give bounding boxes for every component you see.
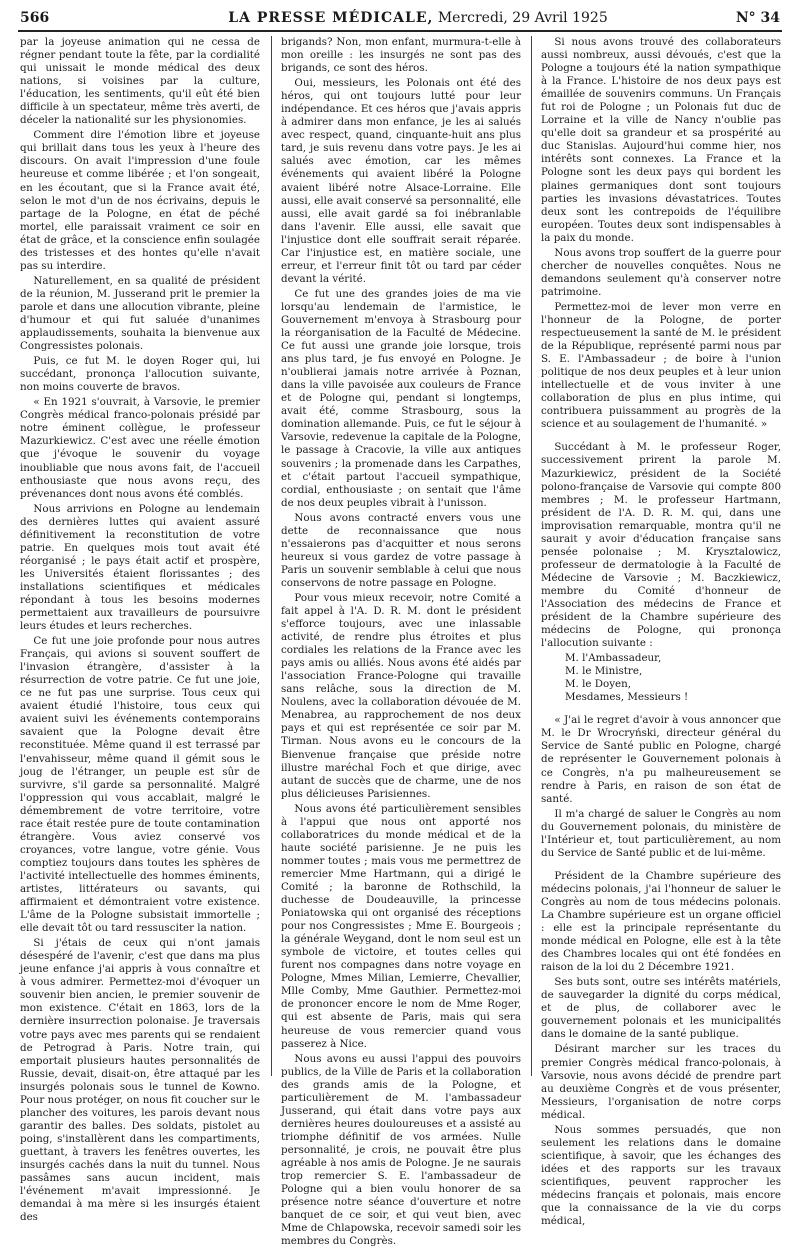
column-divider-2	[531, 36, 532, 1076]
paragraph: Désirant marcher sur les traces du premier Congrès médical franco-polonais, à Varsovie, nous avons décidé de prendre part au deuxième Congrès et de vous présenter, Messieurs, l'organisation de notre corps médical.	[541, 1043, 781, 1121]
paragraph: Nous avons eu aussi l'appui des pouvoirs publics, de la Ville de Paris et la collaboration des grands amis de la Pologne, et particulièrement de M. l'ambassadeur Jusserand, qui était dans votre pays aux dernières heures douloureuses et a assisté au triomphe définitif de vos armées. Nulle personnalité, je crois, ne pouvait être plus agréable à nos amis de Pologne. Je ne saurais trop remercier S. E. l'ambassadeur de Pologne qui a bien voulu honorer de sa présence notre séance d'ouverture et notre banquet de ce soir, et qui veut bien, avec Mme de Chlapowska, recevoir samedi soir les membres du Congrès.	[281, 1052, 521, 1248]
address-line: M. le Doyen,	[565, 678, 632, 691]
paragraph: Ses buts sont, outre ses intérêts matériels, de sauvegarder la dignité du corps médical, et de plus, de collaborer avec le gouvernement polonais et les municipalités dans le domaine de la santé publique.	[541, 976, 781, 1041]
paragraph: par la joyeuse animation qui ne cessa de régner pendant toute la fête, par la cordialité qui unissait le monde médical des deux nations, si voisines par la culture, l'éducation, les sentiments, qu'il eût été bien difficile à un spectateur, même très averti, de déceler la nationalité sur les physionomies.	[20, 36, 260, 127]
paragraph: Permettez-moi de lever mon verre en l'honneur de la Pologne, de porter respectueusement la santé de M. le président de la République, représenté parmi nous par S. E. l'Ambassadeur ; de boire à l'union politique de nos deux peuples et à leur union intellectuelle et de vous inviter à une collaboration de plus en plus intime, qui contribuera puissamment au progrès de la science et au soulagement de l'humanité. »	[541, 300, 781, 431]
paragraph: Comment dire l'émotion libre et joyeuse qui brillait dans tous les yeux à l'heure des discours. On avait l'impression d'une foule heureuse et comme libérée ; et l'on songeait, en les écoutant, que si la France avait été, selon le mot d'un de nos écrivains, depuis le partage de la Pologne, en état de péché mortel, elle paraissait vraiment ce soir en état de grâce, et la conscience enfin soulagée des tristesses et des hontes qu'elle n'avait pas su interdire.	[20, 129, 260, 272]
column-2	[281, 36, 521, 1248]
paragraph: « J'ai le regret d'avoir à vous annoncer que M. le Dr Wrocryński, directeur général du Service de Santé public en Pologne, chargé de représenter le Gouvernement polonais à ce Congrès, n'a pu malheureusement se rendre à Paris, en raison de son état de santé.	[541, 714, 781, 805]
paragraph: Président de la Chambre supérieure des médecins polonais, j'ai l'honneur de saluer le Congrès au nom de tous médecins polonais. La Chambre supérieure est un organe officiel : elle est la principale représentante du monde médical en Pologne, elle est à la tête des Chambres locales qui ont été fondées en raison de la loi du 2 Décembre 1921.	[541, 869, 781, 974]
address-line: M. l'Ambassadeur,	[565, 652, 662, 665]
paragraph: « En 1921 s'ouvrait, à Varsovie, le premier Congrès médical franco-polonais présidé par notre éminent collègue, le professeur Mazurkiewicz. C'est avec une réelle émotion que j'évoque le souvenir du voyage inoubliable que nous avons fait, de l'accueil enthousiaste que nous avons reçu, des prévenances dont nous avons été comblés.	[20, 396, 260, 500]
paragraph: Si nous avons trouvé des collaborateurs aussi nombreux, aussi dévoués, c'est que la Pologne a toujours été la nation sympathique à la France. L'histoire de nos deux pays est émaillée de souvenirs communs. Un Français fut roi de Pologne ; un Polonais fut duc de Lorraine et la ville de Nancy n'oublie pas qu'elle doit sa grandeur et sa prospérité au duc Stanislas. Aujourd'hui comme hier, nos intérêts sont connexes. La France et la Pologne sont les deux pays qui bordent les plaines germaniques dont sont toujours parties les invasions dévastatrices. Toutes deux sont les contrepoids de l'équilibre européen. Toutes deux sont indispensables à la paix du monde.	[541, 36, 781, 244]
paragraph: Oui, messieurs, les Polonais ont été des héros, qui ont toujours lutté pour leur indépendance. Et ces héros que j'avais appris à admirer dans mon enfance, je les ai salués avec respect, quand, cinquante-huit ans plus tard, je suis revenu dans votre pays. Je les ai salués avec émotion, car les mêmes événements qui avaient libéré la Pologne avaient libéré notre Alsace-Lorraine. Elle aussi, elle avait conservé sa personnalité, elle aussi, elle avait gardé sa foi inébranlable dans l'avenir. Elle aussi, elle savait que l'injustice dont elle souffrait serait réparée. Car l'injustice est, en matière sociale, une erreur, et l'erreur finit tôt ou tard par céder devant la vérité.	[281, 77, 521, 285]
paragraph: Ce fut une joie profonde pour nous autres Français, qui avions si souvent souffert de l'invasion étrangère, d'assister à la résurrection de votre patrie. Ce fut une joie, ce ne fut pas une surprise. Tous ceux qui avaient étudié l'histoire, tous ceux qui avaient suivi les événements contemporains savaient que la Pologne devait être reconstituée. Même quand il est terrassé par l'envahisseur, même quand il gémit sous le joug de l'étranger, un peuple est sûr de survivre, s'il garde sa personnalité. Malgré l'oppression qui vous accablait, malgré le démembrement de votre territoire, votre race était restée pure de toute contamination étrangère. Vous aviez conservé vos croyances, votre langue, votre génie. Vous comptiez toujours dans toutes les sphères de l'activité intellectuelle des hommes éminents, artistes, littérateurs ou savants, qui affirmaient et démontraient votre existence. L'âme de la Pologne subsistait immortelle ; elle devait tôt ou tard ressusciter la nation.	[20, 635, 260, 935]
paragraph: Puis, ce fut M. le doyen Roger qui, lui succédant, prononça l'allocution suivante, non moins couverte de bravos.	[20, 355, 260, 394]
paragraph: Nous arrivions en Pologne au lendemain des dernières luttes qui avaient assuré définitivement la reconstitution de votre patrie. En quelques mois tout avait été réorganisé ; le pays était actif et prospère, les Universités étaient florissantes ; des installations scientifiques et médicales répondant à tous les besoins modernes permettaient aux travailleurs de poursuivre leurs études et leurs recherches.	[20, 502, 260, 633]
issue-date: Mercredi, 29 Avril 1925	[437, 10, 608, 26]
running-title	[218, 10, 618, 26]
page-number: 566	[20, 10, 50, 26]
paragraph: Nous sommes persuadés, que non seulement les relations dans le domaine scientifique, à savoir, que les échanges des idées et des rapports sur les travaux scientifiques, peuvent rapprocher les médecins français et polonais, mais encore que la connaissance de la vie du corps médical,	[541, 1123, 781, 1228]
column-3	[541, 36, 781, 1228]
paragraph: brigands? Non, mon enfant, murmura-t-elle à mon oreille : les insurgés ne sont pas des brigands, ce sont des héros.	[281, 36, 521, 75]
journal-title: LA PRESSE MÉDICALE,	[228, 10, 434, 26]
column-divider-1	[271, 36, 272, 1076]
paragraph: Nous avons été particulièrement sensibles à l'appui que nous ont apporté nos collaboratrices du monde médical et de la haute société parisienne. Je ne puis les nommer toutes ; mais vous me permettrez de remercier Mme Hartmann, qui a dirigé le Comité ; la baronne de Rothschild, la duchesse de Doudeauville, la princesse Poniatowska qui ont organisé des réceptions pour nos Congressistes ; Mme E. Bourgeois ; la générale Weygand, dont le nom seul est un symbole de victoire, et toutes celles qui furent nos compagnes dans notre voyage en Pologne, Mmes Milian, Lemierre, Chevallier, Mlle Comby, Mme Gauthier. Permettez-moi de prononcer encore le nom de Mme Roger, qui est absente de Paris, mais qui sera heureuse de vous remercier quand vous passerez à Nice.	[281, 802, 521, 1050]
column-1	[20, 36, 260, 1224]
page-header	[18, 8, 782, 32]
paragraph: Succédant à M. le professeur Roger, successivement prirent la parole M. Mazurkiewicz, président de la Société polono-française de Varsovie qui compte 800 membres ; M. le professeur Hartmann, président de l'A. D. R. M. qui, dans une improvisation remarquable, montra qu'il ne saurait y avoir d'éducation française sans pensée polonaise ; M. Krysztalowicz, professeur de dermatologie à la Faculté de Médecine de Varsovie ; M. Baczkiewicz, membre du Comité d'honneur de l'Association des médecins de France et président de la Chambre supérieure des médecins de Pologne, qui prononça l'allocution suivante :	[541, 441, 781, 650]
paragraph: Pour vous mieux recevoir, notre Comité a fait appel à l'A. D. R. M. dont le président s'efforce toujours, avec une inlassable activité, de rendre plus étroites et plus cordiales les relations de la France avec les pays amis ou alliés. Nous avons été aidés par l'association France-Pologne qui travaille sans relâche, sous la direction de M. Noulens, avec la collaboration dévouée de M. Menabrea, au rapprochement de nos deux pays et qui est représentée ce soir par M. Tirman. Nous avons eu le concours de la Bienvenue française que préside notre illustre maréchal Foch et que dirige, avec autant de succès que de charme, une de nos plus délicieuses Parisiennes.	[281, 591, 521, 800]
address-line: M. le Ministre,	[565, 665, 643, 678]
paragraph: Ce fut une des grandes joies de ma vie lorsqu'au lendemain de l'armistice, le Gouvernement m'envoya à Strasbourg pour la réorganisation de la Faculté de Médecine. Ce fut aussi une grande joie lorsque, trois ans plus tard, je fus envoyé en Pologne. Je n'oublierai jamais notre arrivée à Poznan, dans la ville pavoisée aux couleurs de France et de Pologne qui, pendant si longtemps, avait été, comme Strasbourg, sous la domination allemande. Puis, ce fut le séjour à Varsovie, redevenue la capitale de la Pologne, le passage à Cracovie, la ville aux antiques souvenirs ; la promenade dans les Carpathes, et c'était partout l'accueil sympathique, cordial, enthousiaste ; on sentait que l'âme de nos deux peuples vibrait à l'unisson.	[281, 287, 521, 509]
paragraph: Nous avons trop souffert de la guerre pour chercher de nouvelles conquêtes. Nous ne demandons seulement qu'à conserver notre patrimoine.	[541, 246, 781, 298]
paragraph: Nous avons contracté envers vous une dette de reconnaissance que nous n'essaierons pas d'acquitter et nous serons heureux si vous gardez de votre passage à Paris un souvenir semblable à celui que nous conservons de notre passage en Pologne.	[281, 511, 521, 589]
address-line: Mesdames, Messieurs !	[565, 691, 689, 704]
paragraph: Naturellement, en sa qualité de président de la réunion, M. Jusserand prit le premier la parole et dans une allocution vibrante, pleine d'humour et qui fut saluée d'unanimes applaudissements, souhaita la bienvenue aux Congressistes polonais.	[20, 274, 260, 353]
paragraph: Si j'étais de ceux qui n'ont jamais désespéré de l'avenir, c'est que dans ma plus jeune enfance j'ai appris à vous connaître et à vous admirer. Permettez-moi d'évoquer un souvenir bien ancien, le premier souvenir de mon existence. C'était en 1863, lors de la dernière insurrection polonaise. Je traversais votre pays avec mes parents qui se rendaient de Petrograd à Paris. Notre train, qui emportait plusieurs hautes personnalités de Russie, devait, disait-on, être attaqué par les insurgés polonais sous le tunnel de Kowno. Pour nous protéger, on nous fit coucher sur le plancher des voitures, les parois devant nous garantir des balles. Des soldats, pistolet au poing, s'installèrent dans les compartiments, guettant, à travers les fenêtres ouvertes, les insurgés cachés dans la nuit du tunnel. Nous passâmes sans aucun incident, mais l'événement m'avait impressionné. Je demandai à ma mère si les insurgés étaient des	[20, 937, 260, 1224]
paragraph: Il m'a chargé de saluer le Congrès au nom du Gouvernement polonais, du ministère de l'Intérieur et, tout particulièrement, au nom du Service de Santé public et de lui-même.	[541, 807, 781, 859]
issue-number: N° 34	[735, 10, 780, 26]
